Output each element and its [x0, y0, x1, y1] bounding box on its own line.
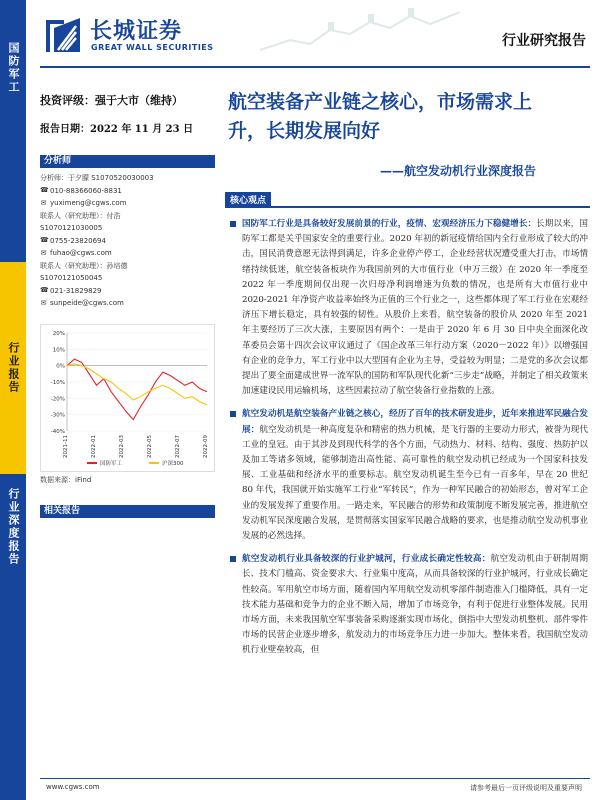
email-icon: ✉	[40, 248, 47, 257]
analyst-line: 联系人（研究助理）：孙培德	[40, 261, 128, 270]
paragraph-text: 航空发动机由于研制周期长、技术门槛高、资金要求大、行业集中度高，从而具备较深的行业护城河，行业成长确定性较高。军用航空市场方面，随着国内军用航空发动机零部件制造准入门槛降低，具有一定技术能力基础和竞争力的企业不断入局，增加了市场竞争，有利于促进行业整体发展。民用市场方面，未来我国航空军事装备采购逐渐实现市场化，倒指中大型发动机整机、部件零件市场的民营企业逐步增多，航发动力的市场竞争压力进一步加大。整体来看，我国航空发动机行业壁垒较高，但	[242, 554, 588, 656]
footer-disclaimer: 请参考最后一页评级说明及重要声明	[470, 784, 582, 792]
analyst-line: ✉ yuximeng@cgws.com	[40, 198, 127, 207]
performance-chart	[40, 324, 215, 472]
analyst-line: 联系人（研究助理）：付浩	[40, 211, 121, 220]
performance-chart-svg	[43, 327, 211, 469]
header-divider	[40, 66, 590, 68]
phone-icon: ☎	[40, 236, 49, 245]
sector-label: 国防军工	[0, 0, 26, 262]
report-type-label: 行业报告	[0, 262, 26, 474]
square-bullet-icon	[230, 411, 236, 417]
paragraph-text: 航空发动机是一种高度复杂和精密的热力机械，是飞行器的主要动力形式，被誉为现代工业的皇冠。由于其涉及到现代科学的各个方面，气动热力、材料、结构、强度、热防护以及加工等诸多领域，能够制造出高性能、高可靠性的航空发动机已经成为一个国家科技发展、工业基础和经济水平的重要标志。航空发动机诞生至今已有一百多年，早在 20 世纪 80 年代，我国就开始实施军工行业“军转民”，作为一种军民融合的初始形态，曾对军工企业的发展发挥了重要作用。一路走来，军民融合的形势和政策制度不断发展完善，推进航空发动机军民深度融合发展，是贯彻落实国家军民融合战略的要求，也是推动航空发动机事业发展的必然选择。	[242, 424, 588, 542]
related-reports-header: 相关报告	[40, 505, 215, 518]
x-tick-label: 2022-03	[119, 434, 125, 458]
viewpoint-paragraph	[228, 552, 588, 658]
analyst-section-header: 分析师	[40, 155, 215, 168]
analyst-line: ✉ fuhao@cgws.com	[40, 248, 112, 257]
paragraph-lead: 航空发动机行业具备较深的行业护城河，行业成长确定性较高：	[242, 554, 491, 565]
viewpoint-paragraph	[228, 407, 588, 544]
report-date: 报告日期：2022 年 11 月 23 日	[40, 124, 194, 135]
x-tick-label: 2021-11	[63, 434, 69, 458]
left-sidebar-strip	[0, 0, 26, 800]
footer-website-link[interactable]: www.cgws.com	[46, 783, 100, 791]
paragraph-lead: 国防军工行业是具备较好发展前景的行业，疫情、宏观经济压力下稳健增长：	[242, 219, 537, 229]
x-tick-label: 2022-07	[175, 434, 181, 458]
y-tick-label: 10%	[52, 346, 65, 353]
email-icon: ✉	[40, 298, 47, 307]
logo-chinese-name: 长城证券	[90, 19, 183, 44]
paragraph-text: 长期以来，国防军工都是关乎国家安全的重要行业。2020 年初的新冠疫情给国内全行业形成了较大的冲击，国民消费意愿无法得到满足，许多企业停产停工，企业经营状况遭受重大打击，市场情绪持续低迷，航空装备板块作为我国前列的大市值行业（申万三级）在 2020 年一季度至 2022 年一季度期间仅出现一次归母净利润增速为负数的情况，也是所有大市值行业中 2020-2021 年净资产收益率始终为正值的三个行业之一，这些都体现了军工行业在宏观经济压下增长稳定，具有较强的韧性。从股价上来看，航空装备的股价从 2020 年至 2021 年主要经历了三次大涨，主要原因有两个：一是由于 2020 年 6 月 30 日中央全面深化改革委员会第十四次会议审议通过了《国企改革三年行动方案（2020－2022 年）》以增强国有企业的竞争力，军工行业中以大型国有企业为主导，受益较为明显；二是党的多次会议都提出了要全面建成世界一流军队的国防和军队现代化新“三步走”战略，并制定了相关政策来加速建设民用运输机场，这些因素拉动了航空装备行业指数的上涨。	[242, 219, 588, 397]
email-icon: ✉	[40, 198, 47, 207]
y-tick-label: 0%	[56, 363, 65, 370]
analyst-line: ✉ sunpeide@cgws.com	[40, 298, 124, 307]
investment-rating: 投资评级：强于大市（维持）	[40, 94, 183, 107]
analyst-list	[40, 172, 215, 310]
chart-source: 数据来源：iFind	[40, 475, 92, 484]
phone-icon: ☎	[40, 186, 49, 195]
y-tick-label: -10%	[50, 379, 65, 386]
analyst-line: S1070121050045	[40, 274, 103, 282]
analyst-line: ☎ 0755-23820694	[40, 236, 106, 245]
analyst-line: ☎ 010-88366060-8831	[40, 186, 122, 195]
analyst-line: S1070121030005	[40, 224, 103, 232]
logo-english-name: GREAT WALL SECURITIES	[91, 43, 214, 52]
report-subtitle: ——航空发动机行业深度报告	[380, 164, 537, 178]
x-tick-label: 2022-09	[203, 434, 209, 458]
analyst-line: ☎ 021-31829829	[40, 286, 102, 295]
legend-label: 沪深300	[162, 460, 184, 467]
x-tick-label: 2022-05	[147, 434, 153, 458]
square-bullet-icon	[230, 221, 236, 227]
x-tick-label: 2022-01	[91, 434, 97, 458]
left-column	[40, 92, 215, 518]
paragraph-lead: 航空发动机是航空装备产业链之核心，经历了百年的技术研发进步，近年来推进军民融合发展：	[242, 409, 588, 435]
y-tick-label: -40%	[50, 428, 65, 435]
logo-mark-icon	[42, 14, 84, 56]
report-category-tag: 行业研究报告	[502, 33, 586, 49]
core-views-label: 核心观点	[225, 192, 271, 207]
company-logo	[42, 12, 232, 60]
great-wall-watermark-icon	[260, 0, 460, 60]
report-subtype-label: 行业深度报告	[0, 474, 26, 800]
y-tick-label: 20%	[52, 330, 65, 337]
phone-icon: ☎	[40, 286, 49, 295]
report-body	[228, 217, 588, 667]
y-tick-label: -20%	[50, 395, 65, 402]
legend-label: 国防军工	[100, 460, 123, 467]
core-views-header	[225, 194, 590, 208]
analyst-line: 分析师：于夕朦 S1070520030003	[40, 174, 154, 182]
footer-divider	[40, 778, 590, 779]
y-tick-label: -30%	[50, 412, 65, 419]
square-bullet-icon	[230, 556, 236, 562]
viewpoint-paragraph	[228, 217, 588, 399]
report-title: 航空装备产业链之核心，市场需求上升，长期发展向好	[228, 91, 533, 142]
